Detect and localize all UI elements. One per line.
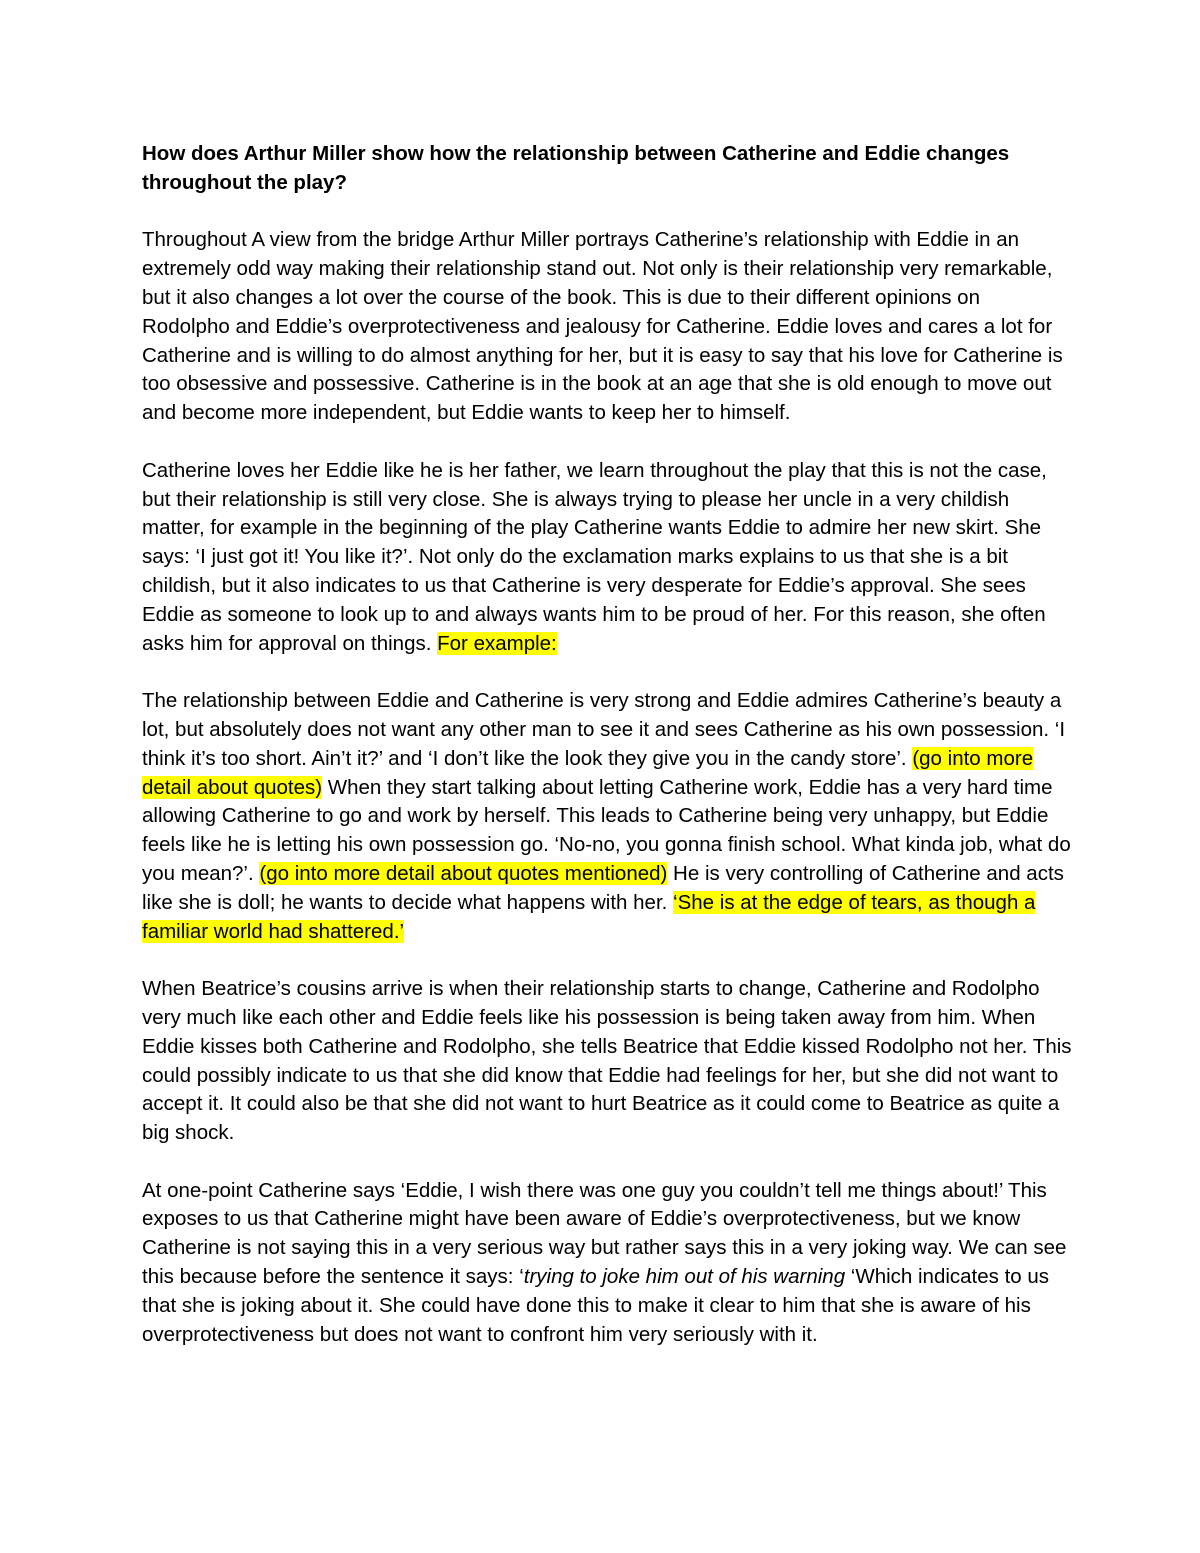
paragraph-5	[142, 1177, 1072, 1350]
highlight-note-2: (go into more detail about quotes mentioned)	[259, 861, 668, 885]
essay-body	[142, 140, 1072, 1378]
paragraph-3-text-3: He is very controlling of Catherine and acts like she is doll; he wants to decide what happens with her.	[142, 861, 1064, 914]
paragraph-2-text: Catherine loves her Eddie like he is her father, we learn throughout the play that this is not the case, but their relationship is still very close. She is always trying to please her uncle in a very childish matter, for example in the beginning of the play Catherine wants Eddie to admire her new skirt. She says: ‘I just got it! You like it?’. Not only do the exclamation marks explains to us that she is a bit childish, but it also indicates to us that Catherine is very desperate for Eddie’s approval. She sees Eddie as someone to look up to and always wants him to be proud of her. For this reason, she often asks him for approval on things.	[142, 458, 1047, 655]
highlight-note-1: (go into more detail about quotes)	[142, 746, 1034, 799]
paragraph-5-text-1: At one-point Catherine says ‘Eddie, I wish there was one guy you couldn’t tell me things about!’ This exposes to us that Catherine might have been aware of Eddie’s overprotectiveness, but we know Catherine is not saying this in a very serious way but rather says this in a very joking way. We can see this because before the sentence it says: ‘	[142, 1178, 1067, 1289]
paragraph-1	[142, 226, 1072, 428]
paragraph-4-text: When Beatrice’s cousins arrive is when their relationship starts to change, Catherine and Rodolpho very much like each other and Eddie feels like his possession is being taken away from him. When Eddie kisses both Catherine and Rodolpho, she tells Beatrice that Eddie kissed Rodolpho not her. This could possibly indicate to us that she did know that Eddie had feelings for her, but she did not want to accept it. It could also be that she did not want to hurt Beatrice as it could come to Beatrice as quite a big shock.	[142, 977, 1072, 1145]
paragraph-5-text-2: ‘Which indicates to us that she is joking about it. She could have done this to make it clear to him that she is aware of his overprotectiveness but does not want to confront him very seriously with it.	[142, 1265, 1050, 1346]
paragraph-3-text-2: When they start talking about letting Catherine work, Eddie has a very hard time allowing Catherine to go and work by herself. This leads to Catherine being very unhappy, but Eddie feels like he is letting his own possession go. ‘No-no, you gonna finish school. What kinda job, what do you mean?’.	[142, 775, 1071, 885]
italic-stage-direction: trying to joke him out of his warning	[523, 1265, 846, 1289]
highlight-for-example: For example:	[437, 631, 557, 655]
essay-title: How does Arthur Miller show how the relationship between Catherine and Eddie changes throughout the play?	[142, 142, 1010, 194]
paragraph-1-text: Throughout A view from the bridge Arthur Miller portrays Catherine’s relationship with Eddie in an extremely odd way making their relationship stand out. Not only is their relationship very remarkable, but it also changes a lot over the course of the book. This is due to their different opinions on Rodolpho and Eddie’s overprotectiveness and jealousy for Catherine. Eddie loves and cares a lot for Catherine and is willing to do almost anything for her, but it is easy to say that his love for Catherine is too obsessive and possessive. Catherine is in the book at an age that she is old enough to move out and become more independent, but Eddie wants to keep her to himself.	[142, 228, 1063, 425]
paragraph-4	[142, 975, 1072, 1148]
paragraph-3-text-1: The relationship between Eddie and Catherine is very strong and Eddie admires Catherine’s beauty a lot, but absolutely does not want any other man to see it and sees Catherine as his own possession. ‘I think it’s too short. Ain’t it?’ and ‘I don’t like the look they give you in the candy store’.	[142, 689, 1066, 770]
highlight-quote: ‘She is at the edge of tears, as though a familiar world had shattered.’	[142, 890, 1036, 943]
paragraph-2	[142, 457, 1072, 659]
paragraph-3	[142, 687, 1072, 946]
